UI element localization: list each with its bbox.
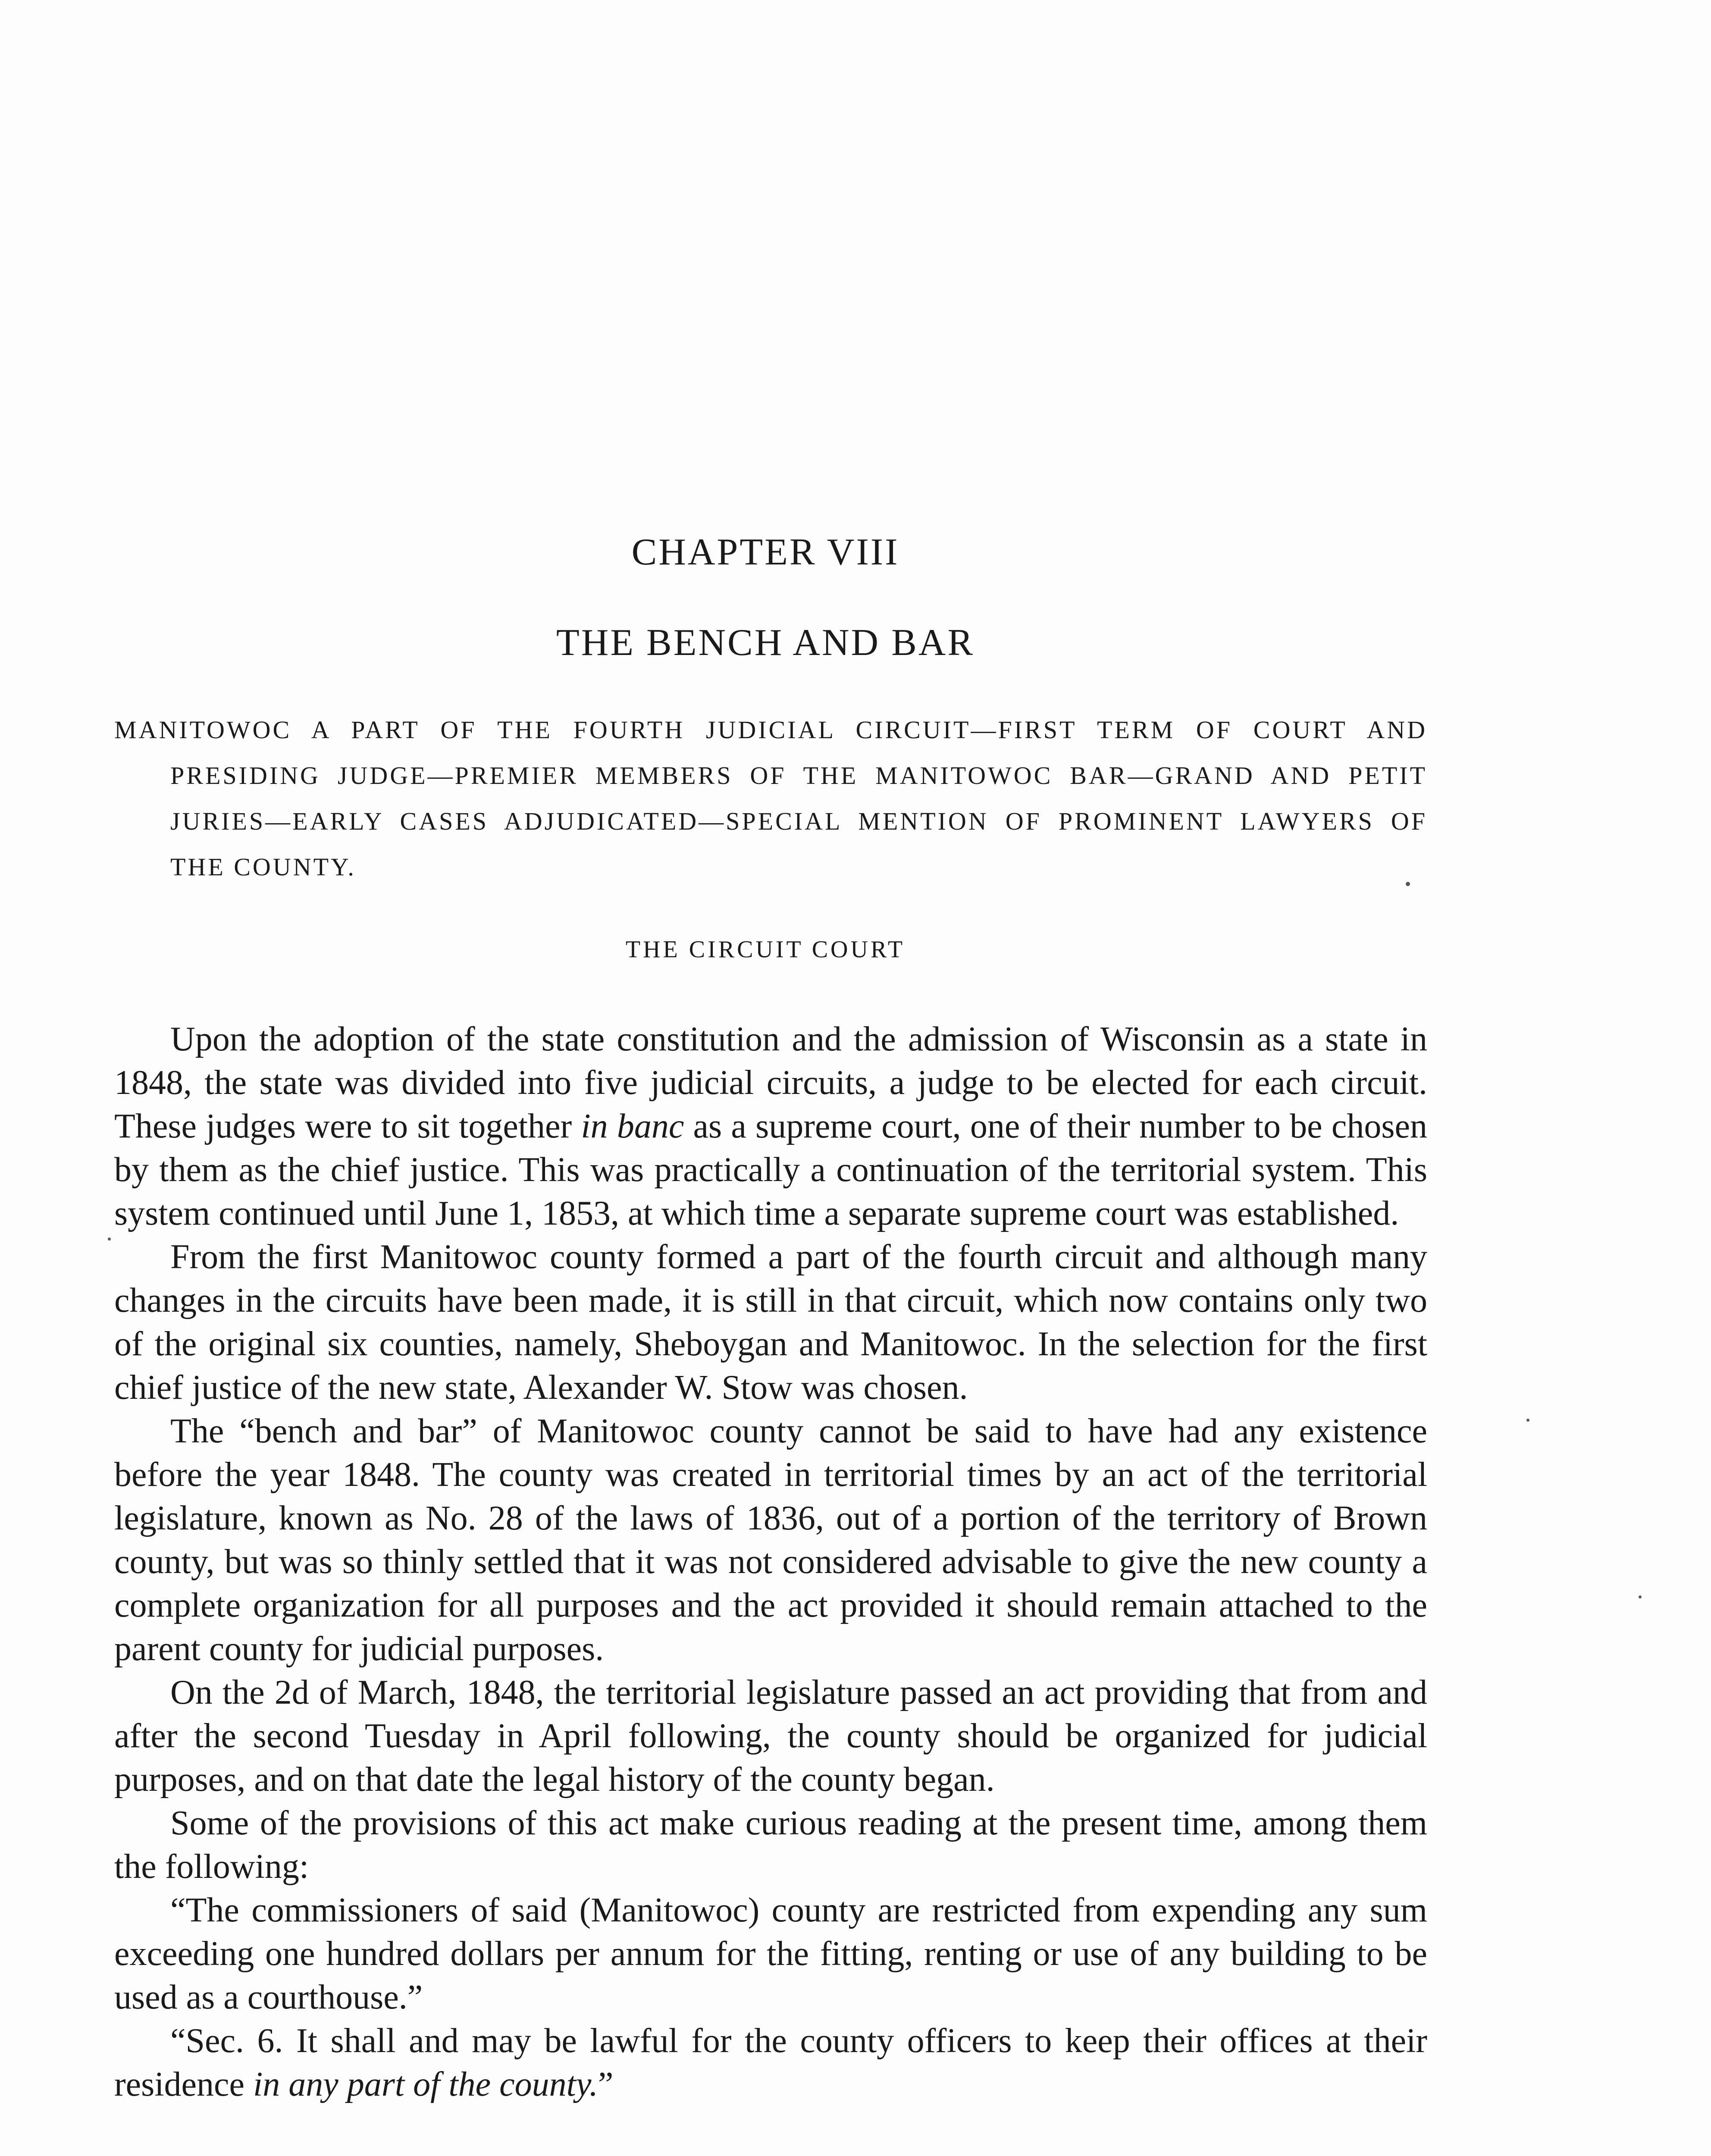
paragraph: The “bench and bar” of Manitowoc county cannot be said to have had any existence before the year 1848. The county was created in territorial times by an act of the territorial legislature, known as No. 28 of the laws of 1836, out of a portion of the territory of Brown county, but was so thinly settled that it was not considered advisable to give the new county a complete organization for all purposes and the act provided it should remain attached to the parent county for judicial purposes. — [114, 1412, 1427, 1668]
chapter-synopsis: MANITOWOC A PART OF THE FOURTH JUDICIAL CIRCUIT—FIRST TERM OF COURT AND PRESIDING JUDGE—PREMIER MEMBERS OF THE MANITOWOC BAR—GRAND AND PETIT JURIES—EARLY CASES ADJUDICATED—SPECIAL MENTION OF PROMINENT LAWYERS OF THE COUNTY. — [114, 716, 1427, 881]
print-speck — [108, 1238, 111, 1241]
print-speck — [1406, 882, 1410, 886]
print-speck — [1526, 1419, 1529, 1422]
italic-phrase: in any part of the county. — [253, 2065, 598, 2103]
paragraph: “The commissioners of said (Manitowoc) county are restricted from expending any sum exceeding one hundred dollars per annum for the fitting, renting or use of any building to be used as a courthouse.” — [114, 1891, 1427, 2016]
section-heading: THE CIRCUIT COURT — [625, 936, 906, 963]
paragraph: From the first Manitowoc county formed a part of the fourth circuit and although many changes in the circuits have been made, it is still in that circuit, which now contains only two of the original six counties, namely, Sheboygan and Manitowoc. In the selection for the first chief justice of the new state, Alexander W. Stow was chosen. — [114, 1238, 1427, 1407]
paragraph-text: “Sec. 6. It shall and may be lawful for the county officers to keep their offices at their residence — [114, 2022, 1427, 2103]
paragraph — [114, 1018, 1427, 1235]
body-text — [114, 1018, 1427, 2106]
chapter-number: CHAPTER VIII — [631, 531, 899, 573]
paragraph — [114, 2019, 1427, 2106]
italic-phrase: in banc — [581, 1107, 684, 1145]
chapter-title: THE BENCH AND BAR — [556, 622, 975, 664]
paragraph: Some of the provisions of this act make curious reading at the present time, among them the following: — [114, 1804, 1427, 1886]
paragraph-text: as a supreme court, one of their number to be chosen by them as the chief justice. This was practically a continuation of the territorial system. This system continued until June 1, 1853, at which time a separate supreme court was established. — [114, 1107, 1428, 1232]
paragraph-text: Upon the adoption of the state constitution and the admission of Wisconsin as a state in 1848, the state was divided into five judicial circuits, a judge to be elected for each circuit. These judges were to sit together — [114, 1020, 1427, 1145]
paragraph-text: ” — [598, 2065, 614, 2103]
paragraph: On the 2d of March, 1848, the territorial legislature passed an act providing that from and after the second Tuesday in April following, the county should be organized for judicial purposes, and on that date the legal history of the county began. — [114, 1673, 1427, 1799]
print-speck — [1639, 1595, 1642, 1598]
